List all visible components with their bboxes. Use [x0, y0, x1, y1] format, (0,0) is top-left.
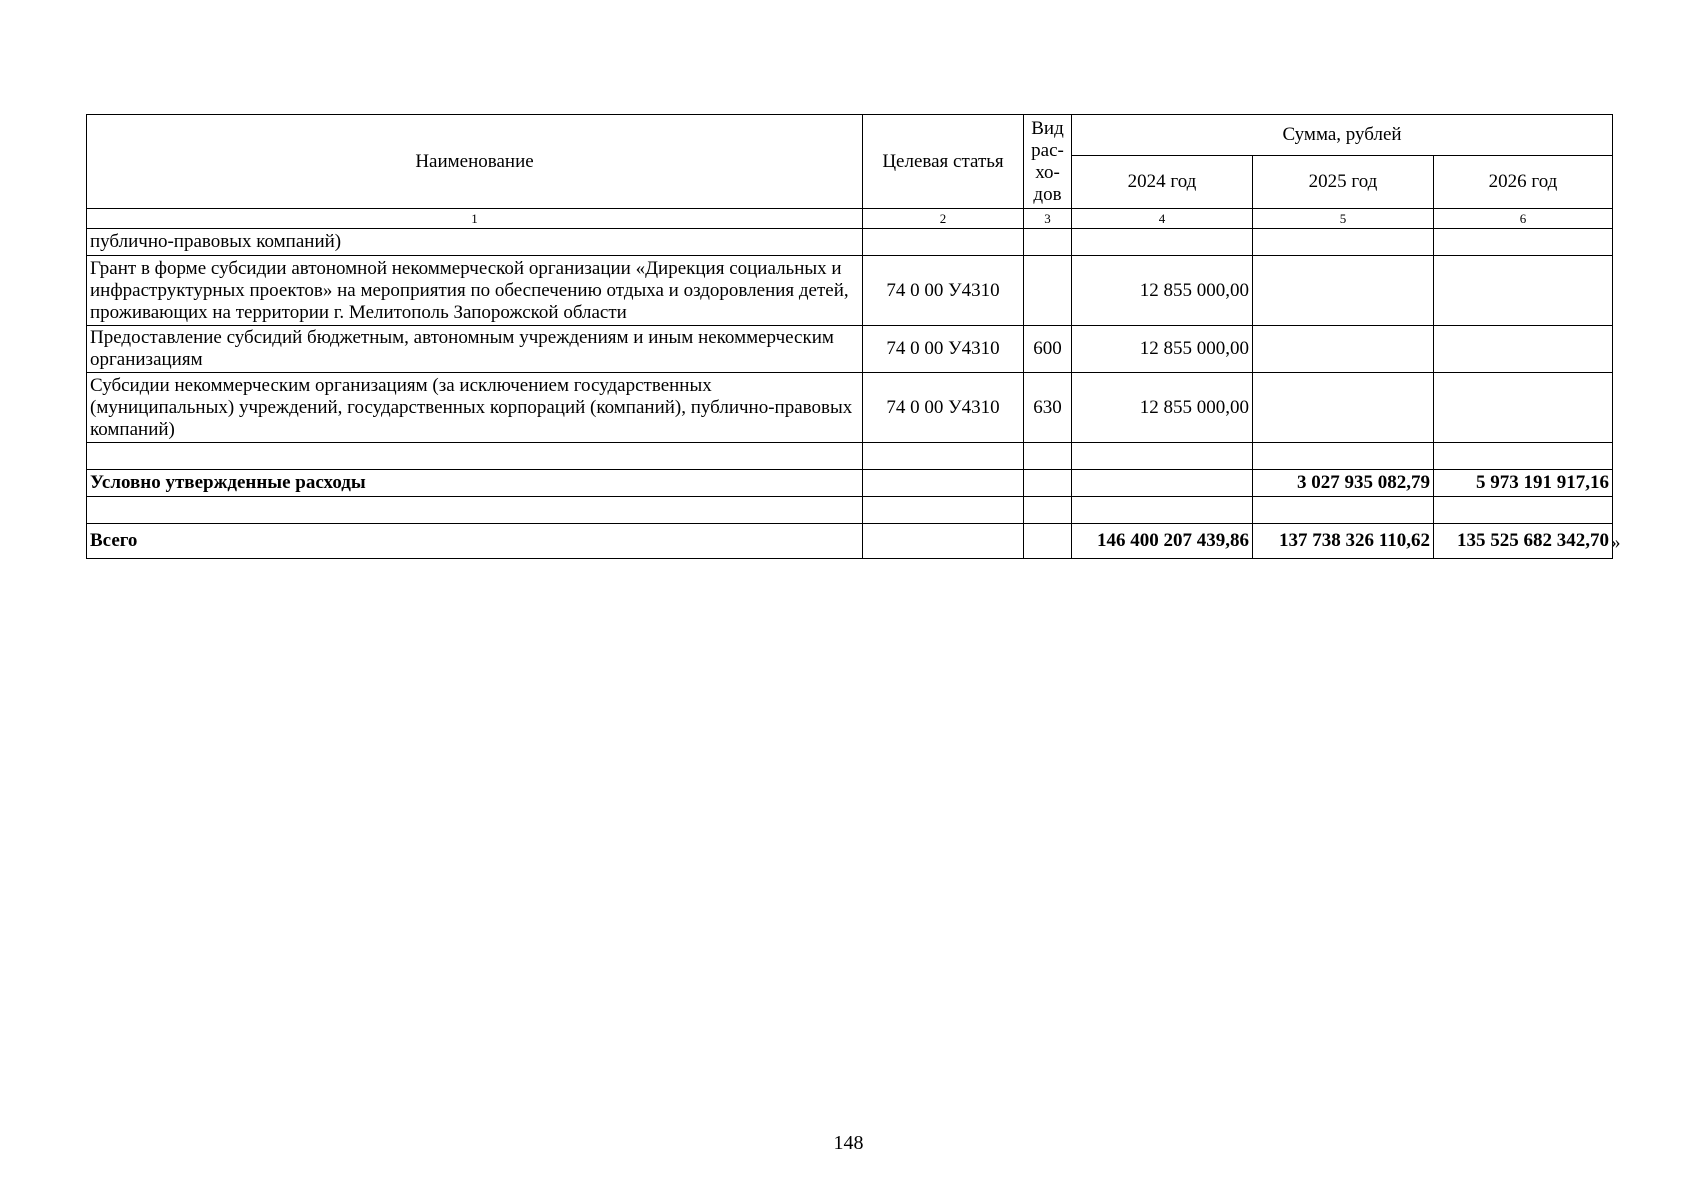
row-name	[87, 497, 863, 524]
row-target-article: 74 0 00 У4310	[863, 326, 1024, 373]
row-amount-2024	[1072, 497, 1253, 524]
row-expense-type	[1024, 256, 1072, 326]
budget-table	[86, 114, 1613, 559]
header-expense-type-line: дов	[1033, 183, 1062, 205]
row-amount-2024: 12 855 000,00	[1072, 326, 1253, 373]
column-number: 3	[1024, 209, 1072, 229]
row-expense-type	[1024, 524, 1072, 559]
row-amount-2025: 3 027 935 082,79	[1253, 470, 1434, 497]
row-expense-type	[1024, 229, 1072, 256]
row-amount-2025	[1253, 326, 1434, 373]
row-target-article	[863, 229, 1024, 256]
row-target-article	[863, 443, 1024, 470]
row-target-article	[863, 497, 1024, 524]
header-year-2025: 2025 год	[1253, 156, 1434, 209]
row-target-article: 74 0 00 У4310	[863, 256, 1024, 326]
row-amount-2026	[1434, 497, 1613, 524]
row-amount-2025	[1253, 443, 1434, 470]
row-amount-2026	[1434, 373, 1613, 443]
header-target-article: Целевая статья	[863, 115, 1024, 209]
header-expense-type-line: рас-	[1031, 139, 1064, 161]
row-amount-2026	[1434, 256, 1613, 326]
row-amount-2024: 146 400 207 439,86	[1072, 524, 1253, 559]
row-target-article	[863, 524, 1024, 559]
header-expense-type	[1024, 115, 1072, 209]
row-expense-type	[1024, 497, 1072, 524]
header-year-2026: 2026 год	[1434, 156, 1613, 209]
row-name: Всего	[87, 524, 863, 559]
table-row	[87, 470, 1613, 497]
row-expense-type	[1024, 470, 1072, 497]
row-amount-2025: 137 738 326 110,62	[1253, 524, 1434, 559]
column-numbers-row	[87, 209, 1613, 229]
row-target-article: 74 0 00 У4310	[863, 373, 1024, 443]
header-name: Наименование	[87, 115, 863, 209]
row-amount-2025	[1253, 497, 1434, 524]
row-amount-2024: 12 855 000,00	[1072, 256, 1253, 326]
row-expense-type: 600	[1024, 326, 1072, 373]
table-row	[87, 229, 1613, 256]
row-amount-2024	[1072, 443, 1253, 470]
row-name: публично-правовых компаний)	[87, 229, 863, 256]
row-expense-type	[1024, 443, 1072, 470]
column-number: 5	[1253, 209, 1434, 229]
table-row	[87, 373, 1613, 443]
row-amount-2025	[1253, 229, 1434, 256]
table-row	[87, 443, 1613, 470]
row-amount-2026: 135 525 682 342,70	[1434, 524, 1613, 559]
table-row-total	[87, 524, 1613, 559]
row-expense-type: 630	[1024, 373, 1072, 443]
header-expense-type-line: Вид	[1031, 117, 1064, 139]
closing-quote-mark: »	[1611, 532, 1621, 553]
row-name	[87, 443, 863, 470]
column-number: 6	[1434, 209, 1613, 229]
row-name: Условно утвержденные расходы	[87, 470, 863, 497]
page-number: 148	[833, 1132, 864, 1154]
row-name: Предоставление субсидий бюджетным, автономным учреждениям и иным некоммерческим организациям	[87, 326, 863, 373]
row-name: Субсидии некоммерческим организациям (за исключением государственных (муниципальных) учреждений, государственных корпораций (компаний), публично-правовых компаний)	[87, 373, 863, 443]
column-number: 4	[1072, 209, 1253, 229]
table-row	[87, 497, 1613, 524]
row-name: Грант в форме субсидии автономной некоммерческой организации «Дирекция социальных и инфраструктурных проектов» на мероприятия по обеспечению отдыха и оздоровления детей, проживающих на территории г. Мелитополь Запорожской области	[87, 256, 863, 326]
row-target-article	[863, 470, 1024, 497]
column-number: 1	[87, 209, 863, 229]
table-row	[87, 256, 1613, 326]
row-amount-2025	[1253, 373, 1434, 443]
row-amount-2025	[1253, 256, 1434, 326]
header-year-2024: 2024 год	[1072, 156, 1253, 209]
row-amount-2024	[1072, 470, 1253, 497]
header-row	[87, 115, 1613, 156]
table-row	[87, 326, 1613, 373]
column-number: 2	[863, 209, 1024, 229]
row-amount-2026	[1434, 229, 1613, 256]
header-sum: Сумма, рублей	[1072, 115, 1613, 156]
row-amount-2024: 12 855 000,00	[1072, 373, 1253, 443]
row-amount-2024	[1072, 229, 1253, 256]
row-amount-2026	[1434, 443, 1613, 470]
row-amount-2026	[1434, 326, 1613, 373]
header-expense-type-line: хо-	[1035, 161, 1060, 183]
row-amount-2026: 5 973 191 917,16	[1434, 470, 1613, 497]
